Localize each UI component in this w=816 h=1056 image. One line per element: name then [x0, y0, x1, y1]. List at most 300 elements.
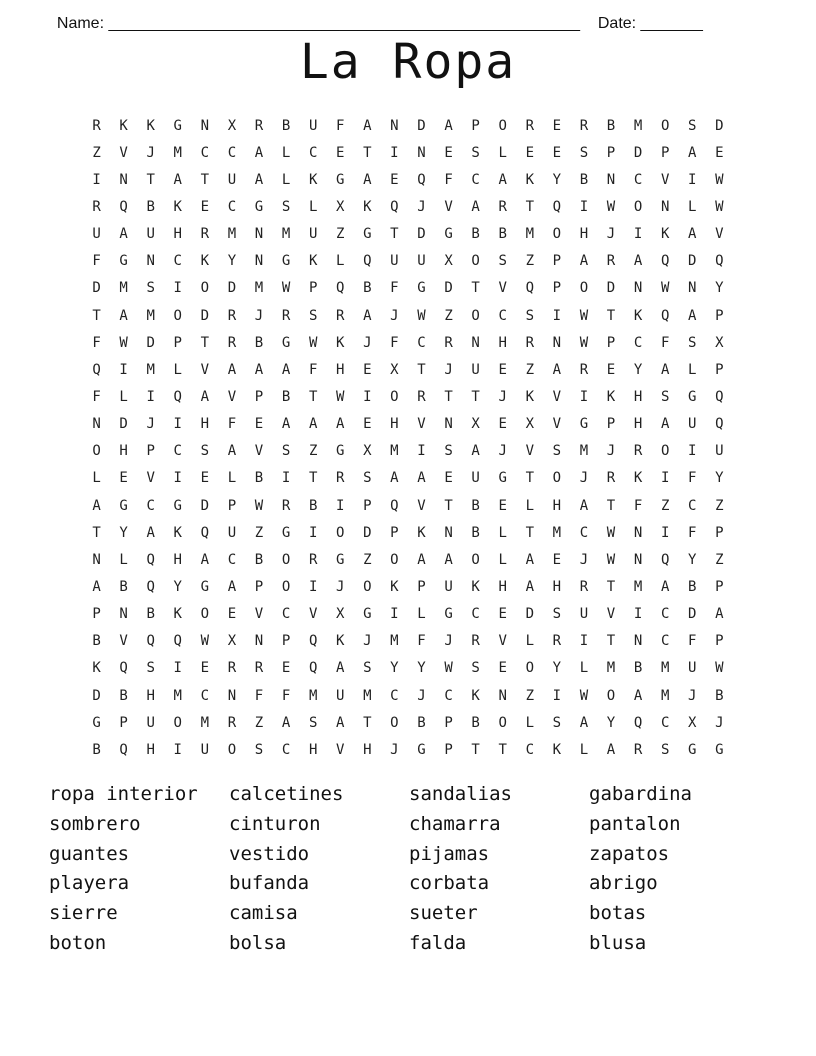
- grid-letter: N: [606, 171, 616, 188]
- grid-letter: O: [606, 687, 616, 704]
- grid-letter: R: [606, 470, 616, 487]
- grid-letter: A: [660, 361, 670, 378]
- grid-letter: J: [715, 714, 724, 731]
- word-bank: [49, 780, 769, 959]
- grid-letter: W: [606, 551, 616, 568]
- grid-letter: G: [119, 497, 128, 514]
- grid-letter: K: [92, 660, 101, 677]
- grid-letter: C: [281, 741, 291, 758]
- word-bank-item: abrigo: [589, 872, 658, 895]
- grid-letter: Q: [119, 741, 128, 758]
- word-bank-item: gabardina: [589, 783, 692, 805]
- grid-letter: Q: [390, 497, 399, 514]
- word-bank-item: corbata: [409, 872, 490, 895]
- word-bank-item: sombrero: [49, 812, 141, 835]
- grid-letter: Z: [525, 361, 534, 378]
- grid-letter: V: [254, 443, 264, 460]
- grid-letter: M: [633, 578, 643, 595]
- grid-letter: G: [281, 524, 291, 541]
- grid-letter: W: [715, 660, 724, 677]
- grid-letter: L: [417, 606, 426, 623]
- grid-letter: T: [146, 171, 155, 188]
- grid-letter: G: [417, 741, 426, 758]
- grid-letter: I: [552, 687, 562, 704]
- grid-row: [83, 492, 733, 519]
- grid-letter: P: [308, 280, 318, 297]
- grid-letter: K: [633, 470, 643, 487]
- grid-letter: M: [254, 280, 264, 297]
- grid-letter: Y: [715, 470, 724, 487]
- grid-letter: E: [552, 117, 562, 134]
- grid-letter: C: [173, 253, 182, 270]
- grid-letter: B: [715, 687, 724, 704]
- grid-letter: D: [119, 416, 128, 433]
- grid-letter: K: [308, 253, 318, 270]
- grid-letter: S: [281, 198, 291, 215]
- grid-letter: A: [498, 171, 507, 188]
- word-bank-item: falda: [409, 931, 467, 954]
- grid-letter: V: [525, 443, 534, 460]
- grid-letter: K: [525, 171, 534, 188]
- grid-row: [83, 193, 733, 220]
- grid-letter: T: [390, 226, 399, 243]
- grid-letter: O: [660, 443, 670, 460]
- grid-letter: B: [254, 551, 264, 568]
- grid-letter: I: [308, 578, 318, 595]
- name-field: Name: _____________________________________________________: [56, 15, 581, 32]
- grid-letter: L: [498, 524, 507, 541]
- grid-letter: V: [417, 416, 426, 433]
- grid-letter: P: [92, 606, 101, 623]
- grid-letter: I: [173, 660, 182, 677]
- grid-letter: P: [173, 334, 182, 351]
- grid-letter: S: [552, 443, 562, 460]
- word-column: [409, 780, 589, 959]
- grid-letter: H: [173, 226, 182, 243]
- grid-letter: V: [552, 416, 562, 433]
- grid-row: [83, 166, 733, 193]
- grid-letter: C: [633, 171, 643, 188]
- grid-letter: J: [606, 226, 616, 243]
- grid-letter: A: [119, 226, 128, 243]
- grid-letter: A: [308, 416, 318, 433]
- grid-letter: T: [444, 497, 453, 514]
- grid-letter: N: [633, 551, 643, 568]
- grid-letter: W: [281, 280, 291, 297]
- grid-letter: K: [173, 606, 182, 623]
- grid-letter: C: [227, 144, 237, 161]
- grid-letter: P: [606, 144, 616, 161]
- grid-letter: T: [363, 144, 372, 161]
- grid-letter: P: [715, 578, 724, 595]
- grid-letter: F: [281, 687, 291, 704]
- grid-letter: D: [444, 280, 453, 297]
- grid-letter: N: [119, 606, 128, 623]
- grid-letter: Q: [92, 361, 101, 378]
- grid-letter: M: [146, 361, 155, 378]
- grid-letter: I: [633, 226, 643, 243]
- word-bank-item: calcetines: [229, 783, 344, 805]
- grid-letter: U: [92, 226, 101, 243]
- grid-letter: M: [119, 280, 128, 297]
- grid-letter: O: [200, 280, 210, 297]
- grid-letter: Q: [715, 253, 724, 270]
- grid-letter: A: [336, 660, 345, 677]
- grid-letter: Q: [525, 280, 534, 297]
- grid-letter: S: [200, 443, 210, 460]
- grid-letter: B: [92, 633, 101, 650]
- grid-letter: Z: [308, 443, 318, 460]
- grid-letter: A: [417, 470, 426, 487]
- grid-letter: S: [471, 144, 480, 161]
- grid-letter: B: [146, 606, 155, 623]
- grid-letter: F: [390, 334, 399, 351]
- grid-letter: N: [633, 524, 643, 541]
- grid-letter: R: [227, 660, 237, 677]
- grid-letter: K: [146, 117, 155, 134]
- grid-letter: O: [281, 578, 291, 595]
- grid-letter: T: [363, 714, 372, 731]
- word-bank-item: ropa interior: [49, 783, 198, 805]
- grid-letter: W: [308, 334, 318, 351]
- grid-letter: G: [92, 714, 101, 731]
- grid-letter: P: [281, 633, 291, 650]
- grid-letter: M: [525, 226, 534, 243]
- grid-letter: U: [336, 687, 345, 704]
- grid-letter: V: [200, 361, 210, 378]
- word-bank-item: vestido: [229, 842, 310, 865]
- grid-letter: Z: [444, 307, 453, 324]
- grid-letter: Q: [200, 524, 210, 541]
- grid-letter: Q: [146, 633, 155, 650]
- grid-letter: H: [498, 334, 507, 351]
- grid-letter: O: [173, 714, 182, 731]
- grid-letter: O: [92, 443, 101, 460]
- page-title: La Ropa: [299, 34, 517, 90]
- grid-letter: A: [552, 361, 562, 378]
- grid-letter: I: [688, 171, 697, 188]
- grid-letter: P: [417, 578, 426, 595]
- grid-letter: T: [200, 334, 210, 351]
- grid-letter: R: [227, 307, 237, 324]
- grid-letter: Q: [633, 714, 643, 731]
- grid-letter: P: [119, 714, 128, 731]
- grid-letter: R: [281, 497, 291, 514]
- grid-letter: O: [525, 660, 534, 677]
- grid-letter: C: [633, 334, 643, 351]
- grid-letter: G: [688, 388, 697, 405]
- grid-letter: F: [688, 633, 697, 650]
- grid-letter: R: [417, 388, 426, 405]
- grid-letter: T: [200, 171, 210, 188]
- grid-letter: Z: [254, 524, 264, 541]
- grid-letter: R: [444, 334, 453, 351]
- grid-letter: N: [254, 226, 264, 243]
- grid-letter: T: [498, 741, 507, 758]
- grid-letter: O: [471, 307, 480, 324]
- grid-letter: I: [363, 388, 372, 405]
- grid-letter: A: [336, 714, 345, 731]
- grid-letter: I: [390, 606, 399, 623]
- grid-letter: S: [471, 660, 480, 677]
- grid-letter: U: [200, 741, 210, 758]
- grid-letter: A: [606, 741, 616, 758]
- grid-letter: E: [227, 606, 237, 623]
- grid-letter: A: [471, 198, 480, 215]
- grid-row: [83, 682, 733, 709]
- grid-letter: K: [552, 741, 562, 758]
- grid-letter: W: [336, 388, 345, 405]
- grid-letter: N: [498, 687, 507, 704]
- grid-letter: V: [336, 741, 345, 758]
- grid-letter: X: [390, 361, 399, 378]
- grid-letter: T: [417, 361, 426, 378]
- grid-letter: M: [390, 443, 399, 460]
- grid-letter: D: [633, 144, 643, 161]
- grid-letter: D: [417, 117, 426, 134]
- grid-letter: H: [552, 497, 562, 514]
- grid-letter: P: [715, 524, 724, 541]
- grid-letter: A: [119, 307, 128, 324]
- grid-letter: O: [227, 741, 237, 758]
- grid-letter: T: [471, 388, 480, 405]
- grid-letter: L: [498, 551, 507, 568]
- grid-letter: O: [498, 117, 507, 134]
- grid-letter: J: [498, 443, 507, 460]
- grid-letter: B: [281, 388, 291, 405]
- grid-letter: G: [173, 117, 182, 134]
- grid-letter: O: [633, 198, 643, 215]
- grid-letter: U: [227, 171, 237, 188]
- grid-letter: A: [254, 361, 264, 378]
- grid-letter: S: [660, 388, 670, 405]
- grid-letter: S: [308, 307, 318, 324]
- grid-letter: Q: [173, 633, 182, 650]
- grid-letter: N: [633, 633, 643, 650]
- grid-letter: J: [336, 578, 345, 595]
- grid-letter: S: [146, 280, 155, 297]
- grid-letter: M: [363, 687, 372, 704]
- grid-letter: Z: [715, 497, 724, 514]
- grid-letter: T: [606, 307, 616, 324]
- grid-letter: E: [363, 361, 372, 378]
- grid-letter: H: [173, 551, 182, 568]
- grid-letter: I: [119, 361, 128, 378]
- grid-letter: A: [363, 171, 372, 188]
- grid-letter: W: [606, 198, 616, 215]
- grid-letter: A: [471, 443, 480, 460]
- grid-letter: S: [146, 660, 155, 677]
- grid-letter: P: [552, 280, 562, 297]
- grid-letter: A: [660, 578, 670, 595]
- grid-letter: M: [606, 660, 616, 677]
- grid-letter: I: [579, 198, 589, 215]
- grid-letter: T: [606, 497, 616, 514]
- grid-letter: B: [254, 334, 264, 351]
- grid-letter: U: [417, 253, 426, 270]
- grid-letter: K: [660, 226, 670, 243]
- grid-letter: X: [688, 714, 697, 731]
- grid-letter: N: [119, 171, 128, 188]
- grid-letter: E: [200, 198, 210, 215]
- grid-letter: S: [552, 606, 562, 623]
- grid-letter: J: [363, 334, 372, 351]
- grid-letter: Q: [119, 198, 128, 215]
- grid-letter: G: [363, 226, 372, 243]
- grid-letter: M: [200, 714, 210, 731]
- grid-letter: T: [308, 470, 318, 487]
- grid-letter: P: [715, 307, 724, 324]
- grid-letter: L: [119, 388, 128, 405]
- grid-letter: R: [254, 660, 264, 677]
- grid-letter: D: [606, 280, 616, 297]
- grid-letter: C: [498, 307, 507, 324]
- grid-letter: D: [688, 606, 697, 623]
- grid-letter: N: [444, 524, 453, 541]
- grid-letter: B: [92, 741, 101, 758]
- grid-letter: C: [227, 551, 237, 568]
- grid-letter: A: [254, 171, 264, 188]
- grid-letter: P: [715, 361, 724, 378]
- grid-letter: A: [579, 253, 589, 270]
- header: [48, 0, 703, 33]
- grid-letter: T: [471, 280, 480, 297]
- letter-grid: [83, 112, 733, 763]
- grid-letter: A: [444, 551, 453, 568]
- grid-letter: K: [173, 198, 182, 215]
- grid-letter: S: [688, 117, 697, 134]
- grid-letter: U: [688, 416, 697, 433]
- grid-letter: S: [444, 443, 453, 460]
- grid-letter: Y: [715, 280, 724, 297]
- grid-letter: M: [660, 660, 670, 677]
- grid-letter: D: [715, 117, 724, 134]
- grid-row: [83, 411, 733, 438]
- grid-letter: E: [525, 144, 534, 161]
- grid-letter: L: [227, 470, 237, 487]
- grid-letter: Q: [308, 660, 318, 677]
- grid-letter: L: [525, 497, 534, 514]
- grid-letter: C: [390, 687, 399, 704]
- word-bank-item: cinturon: [229, 812, 321, 835]
- grid-letter: X: [363, 443, 372, 460]
- grid-letter: Y: [173, 578, 182, 595]
- grid-letter: R: [227, 714, 237, 731]
- grid-letter: C: [444, 687, 453, 704]
- word-bank-item: camisa: [229, 902, 298, 925]
- grid-letter: V: [119, 144, 128, 161]
- grid-letter: Y: [688, 551, 697, 568]
- grid-letter: C: [660, 633, 670, 650]
- grid-letter: P: [471, 117, 480, 134]
- grid-letter: D: [688, 253, 697, 270]
- grid-letter: C: [308, 144, 318, 161]
- word-bank-item: boton: [49, 931, 107, 954]
- grid-letter: F: [254, 687, 264, 704]
- grid-row: [83, 438, 733, 465]
- grid-letter: A: [200, 388, 210, 405]
- grid-letter: R: [92, 198, 101, 215]
- grid-letter: P: [390, 524, 399, 541]
- grid-letter: G: [200, 578, 210, 595]
- grid-letter: U: [471, 470, 480, 487]
- grid-letter: G: [444, 606, 453, 623]
- grid-letter: R: [606, 253, 616, 270]
- grid-letter: F: [444, 171, 453, 188]
- grid-letter: Q: [660, 253, 670, 270]
- grid-row: [83, 302, 733, 329]
- grid-letter: T: [525, 470, 534, 487]
- grid-letter: E: [498, 660, 507, 677]
- grid-letter: Z: [363, 551, 372, 568]
- grid-row: [83, 573, 733, 600]
- word-column: [589, 780, 769, 959]
- grid-letter: A: [363, 307, 372, 324]
- grid-letter: I: [660, 470, 670, 487]
- grid-letter: O: [390, 714, 399, 731]
- grid-letter: W: [715, 171, 724, 188]
- grid-letter: A: [525, 578, 534, 595]
- grid-letter: Z: [660, 497, 670, 514]
- grid-letter: I: [552, 307, 562, 324]
- grid-letter: S: [363, 660, 372, 677]
- grid-row: [83, 221, 733, 248]
- grid-letter: B: [254, 470, 264, 487]
- grid-letter: U: [579, 606, 589, 623]
- grid-letter: J: [390, 741, 399, 758]
- grid-letter: J: [579, 551, 589, 568]
- grid-row: [83, 356, 733, 383]
- grid-letter: G: [173, 497, 182, 514]
- grid-letter: G: [688, 741, 697, 758]
- grid-letter: R: [281, 307, 291, 324]
- grid-letter: K: [200, 253, 210, 270]
- grid-letter: J: [417, 687, 426, 704]
- grid-letter: F: [688, 524, 697, 541]
- grid-letter: S: [525, 307, 534, 324]
- grid-letter: E: [498, 497, 507, 514]
- grid-letter: V: [606, 606, 616, 623]
- grid-letter: O: [281, 551, 291, 568]
- grid-letter: R: [200, 226, 210, 243]
- grid-letter: R: [525, 334, 534, 351]
- grid-letter: P: [227, 497, 237, 514]
- grid-letter: V: [715, 226, 724, 243]
- grid-letter: E: [119, 470, 128, 487]
- grid-letter: J: [146, 144, 155, 161]
- grid-letter: D: [200, 307, 210, 324]
- grid-letter: W: [579, 334, 589, 351]
- word-bank-item: playera: [49, 872, 130, 895]
- grid-letter: G: [336, 443, 345, 460]
- grid-letter: A: [525, 551, 534, 568]
- grid-letter: L: [525, 714, 534, 731]
- grid-letter: K: [363, 198, 372, 215]
- grid-letter: D: [92, 280, 101, 297]
- grid-letter: S: [308, 714, 318, 731]
- grid-letter: L: [308, 198, 318, 215]
- grid-letter: M: [660, 687, 670, 704]
- grid-letter: W: [254, 497, 264, 514]
- grid-letter: D: [525, 606, 534, 623]
- grid-letter: F: [308, 361, 318, 378]
- grid-letter: O: [336, 524, 345, 541]
- grid-letter: O: [552, 470, 562, 487]
- grid-letter: Z: [525, 687, 534, 704]
- grid-letter: I: [281, 470, 291, 487]
- grid-letter: W: [200, 633, 210, 650]
- grid-letter: V: [498, 280, 507, 297]
